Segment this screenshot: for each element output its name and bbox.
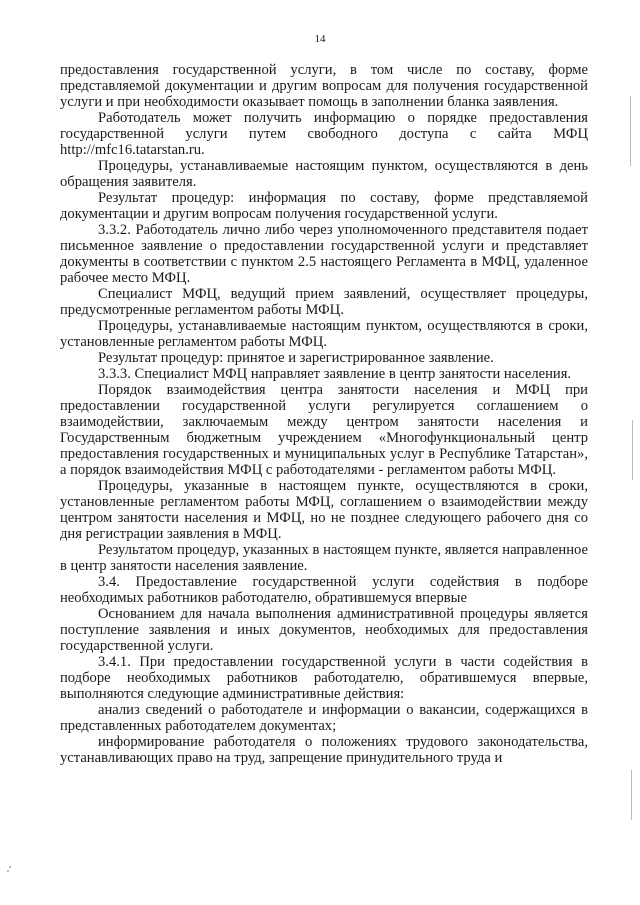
page-number: 14 [314, 33, 326, 45]
document-body [60, 62, 588, 766]
paragraph: Процедуры, устанавливаемые настоящим пунктом, осуществляются в день обращения заявителя. [60, 158, 588, 190]
paragraph: Работодатель может получить информацию о порядке предоставления государственной услуги путем свободного доступа с сайта МФЦ http://mfc16.tatarstan.ru. [60, 110, 588, 158]
scan-edge-mark [632, 420, 633, 480]
scan-edge-mark [630, 96, 631, 166]
paragraph: анализ сведений о работодателе и информации о вакансии, содержащихся в представленных работодателем документах; [60, 702, 588, 734]
paragraph: Порядок взаимодействия центра занятости населения и МФЦ при предоставлении государственной услуги регулируется соглашением о взаимодействии, заключаемым между центром занятости населения и Государственным бюджетным учреждением «Многофункциональный центр предоставления государственных и муниципальных услуг в Республике Татарстан», а порядок взаимодействия МФЦ с работодателями - регламентом работы МФЦ. [60, 382, 588, 478]
paragraph: Процедуры, устанавливаемые настоящим пунктом, осуществляются в сроки, установленные регламентом работы МФЦ. [60, 318, 588, 350]
paragraph: Процедуры, указанные в настоящем пункте, осуществляются в сроки, установленные регламентом работы МФЦ, соглашением о взаимодействии между центром занятости населения и МФЦ, но не позднее следующего рабочего дня со дня регистрации заявления в МФЦ. [60, 478, 588, 542]
scan-edge-mark [631, 770, 632, 820]
paragraph: 3.4. Предоставление государственной услуги содействия в подборе необходимых работников работодателю, обратившемуся впервые [60, 574, 588, 606]
paragraph: Результат процедур: принятое и зарегистрированное заявление. [98, 350, 494, 366]
paragraph: 3.4.1. При предоставлении государственной услуги в части содействия в подборе необходимых работников работодателю, обратившемуся впервые, выполняются следующие административные действия: [60, 654, 588, 702]
paragraph: Результат процедур: информация по составу, форме представляемой документации и другим вопросам получения государственной услуги. [60, 190, 588, 222]
paragraph: Основанием для начала выполнения административной процедуры является поступление заявления и иных документов, необходимых для предоставления государственной услуги. [60, 606, 588, 654]
paragraph: информирование работодателя о положениях трудового законодательства, устанавливающих право на труд, запрещение принудительного труда и [60, 734, 588, 766]
paragraph: Результатом процедур, указанных в настоящем пункте, является направленное в центр занятости населения заявление. [60, 542, 588, 574]
scan-dot-mark [9, 866, 11, 868]
scan-dot-mark [7, 870, 9, 872]
paragraph: 3.3.2. Работодатель лично либо через уполномоченного представителя подает письменное заявление о предоставлении государственной услуги и представляет документы в соответствии с пунктом 2.5 настоящего Регламента в МФЦ, удаленное рабочее место МФЦ. [60, 222, 588, 286]
paragraph: предоставления государственной услуги, в том числе по составу, форме представляемой документации и другим вопросам для получения государственной услуги и при необходимости оказывает помощь в заполнении бланка заявления. [60, 62, 588, 110]
paragraph: Специалист МФЦ, ведущий прием заявлений, осуществляет процедуры, предусмотренные регламентом работы МФЦ. [60, 286, 588, 318]
paragraph: 3.3.3. Специалист МФЦ направляет заявление в центр занятости населения. [98, 366, 572, 382]
